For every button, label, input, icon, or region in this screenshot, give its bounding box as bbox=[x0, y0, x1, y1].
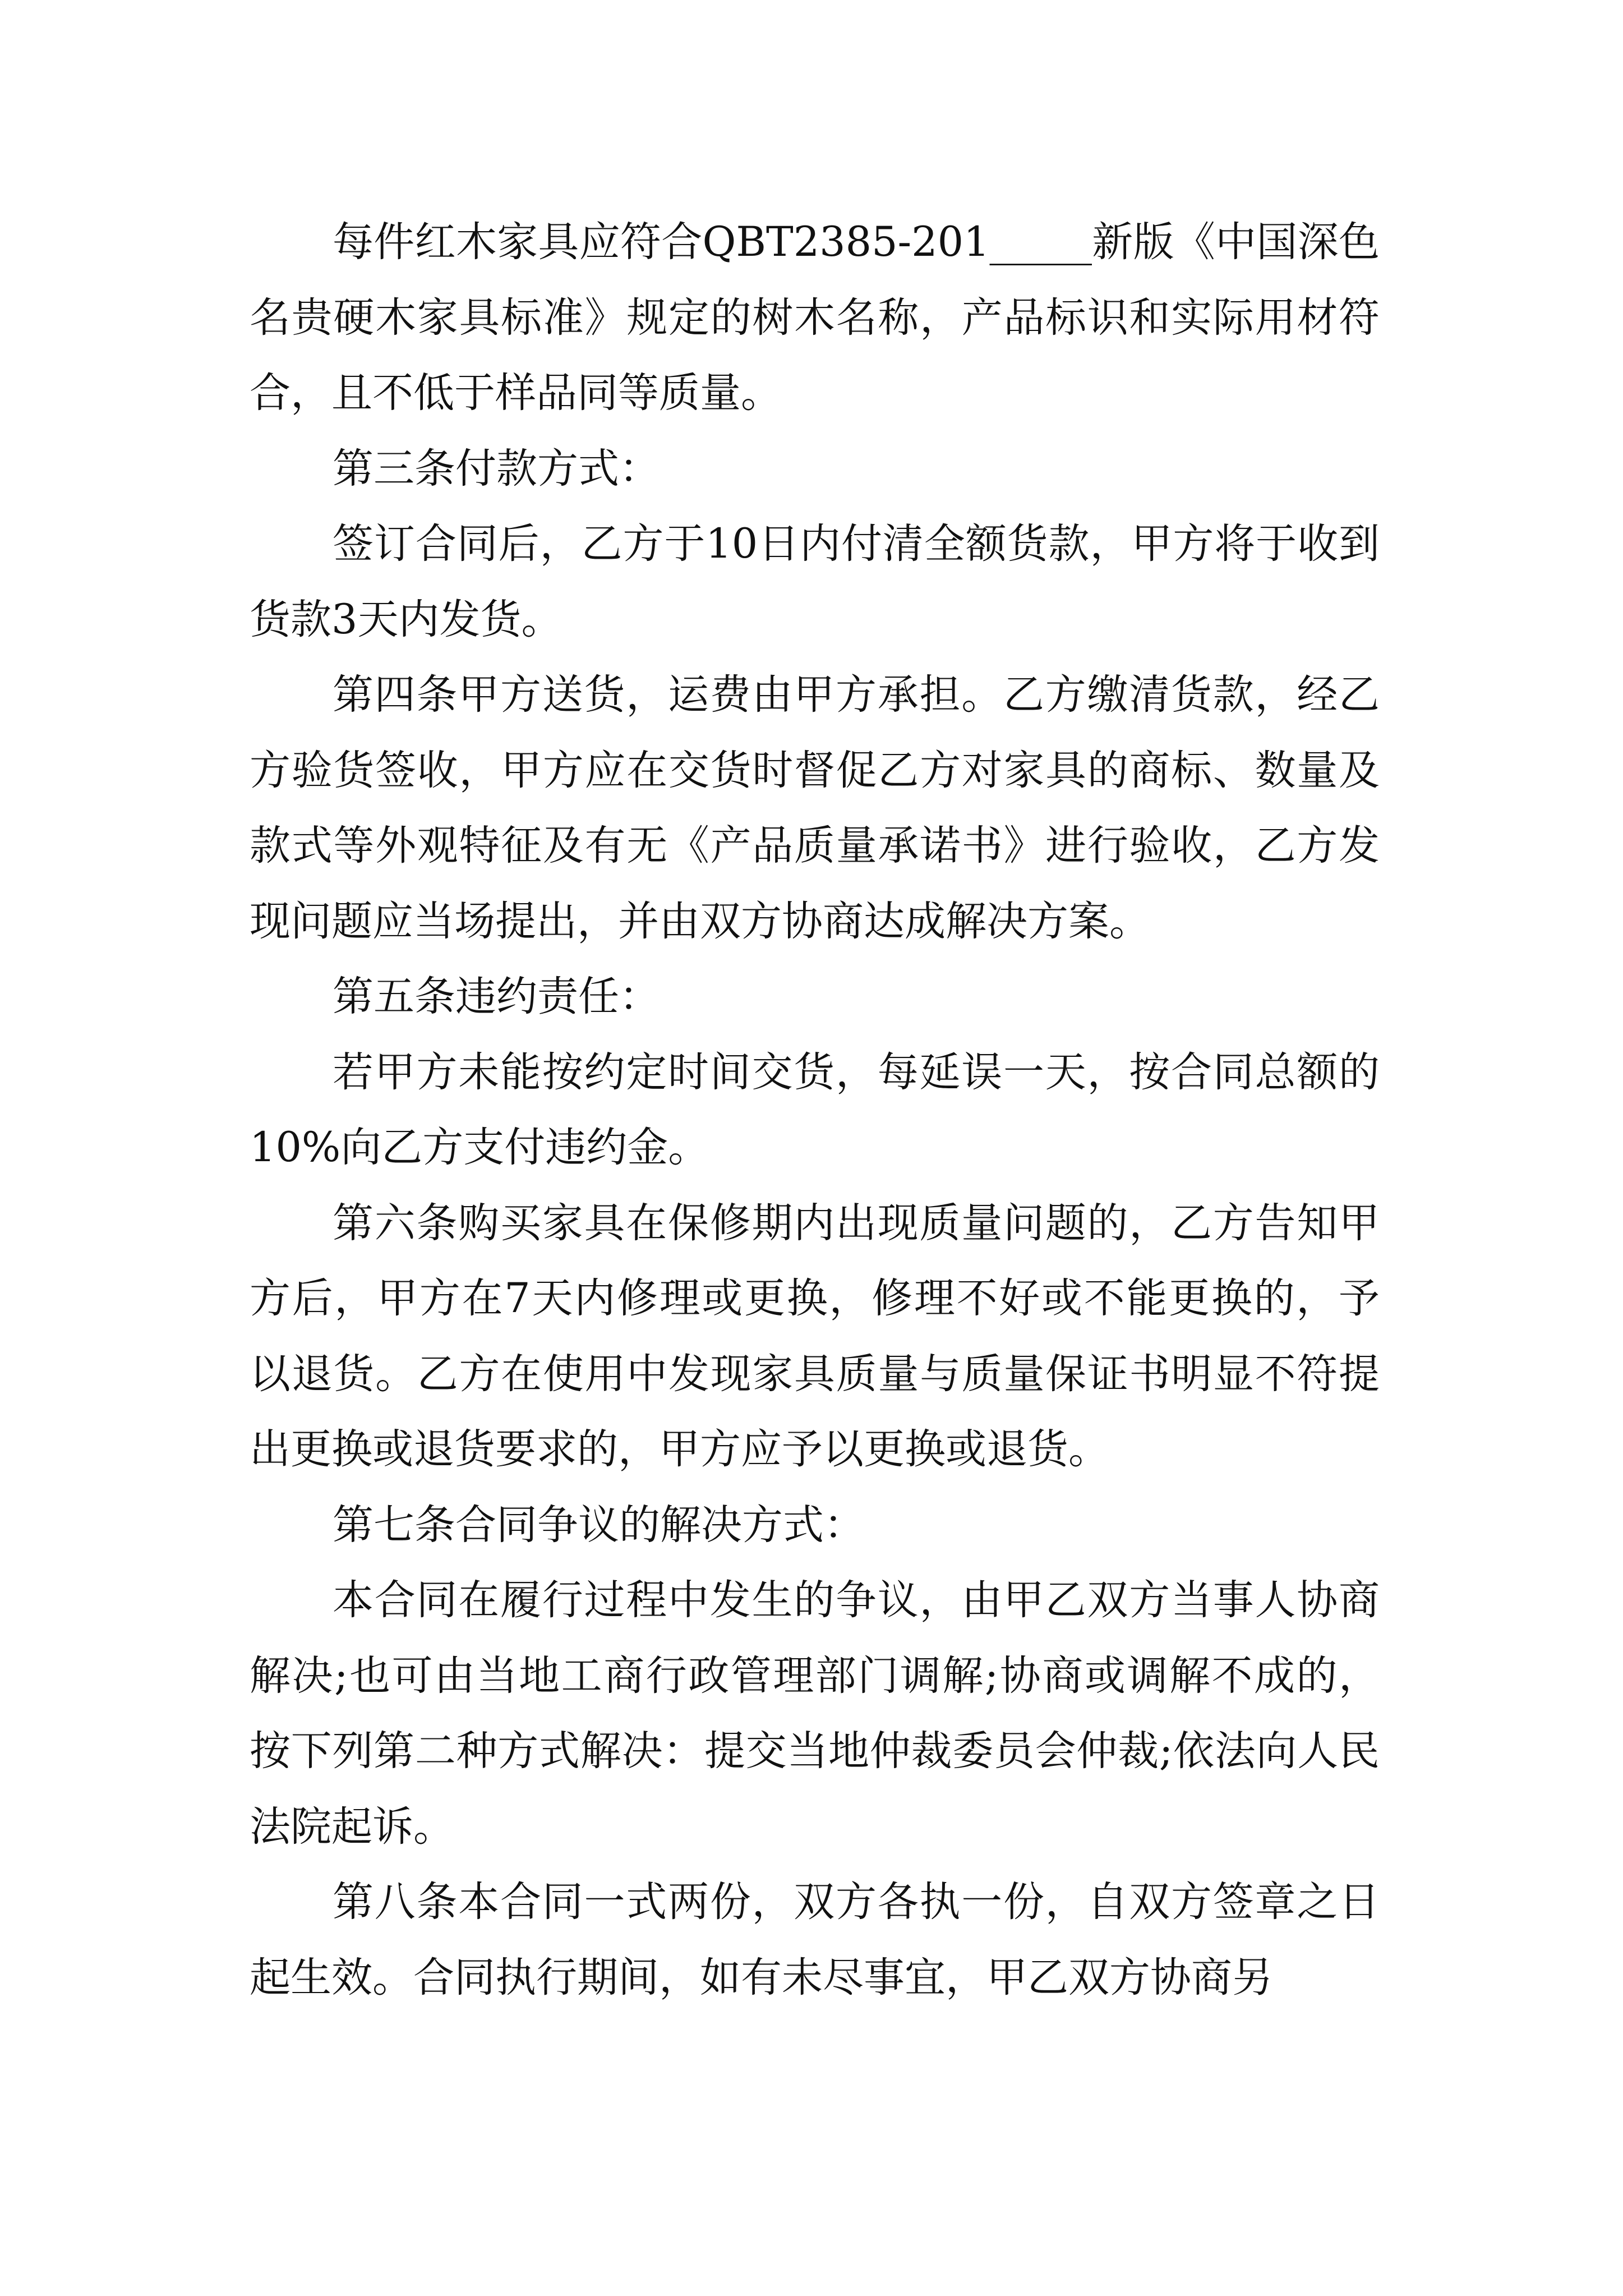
paragraph-material-standard: 每件红木家具应符合QBT2385-201_____新版《中国深色名贵硬木家具标准》规定的树木名称，产品标识和实际用材符合，且不低于样品同等质量。 bbox=[250, 218, 1380, 417]
paragraph-article-6-warranty: 第六条购买家具在保修期内出现质量问题的，乙方告知甲方后，甲方在7天内修理或更换，修理不好或不能更换的，予以退货。乙方在使用中发现家具质量与质量保证书明显不符提出更换或退货要求的，甲方应予以更换或退货。 bbox=[250, 1199, 1380, 1473]
paragraph-article-8-copies: 第八条本合同一式两份，双方各执一份，自双方签章之日起生效。合同执行期间，如有未尽事宜，甲乙双方协商另 bbox=[250, 1878, 1380, 2001]
heading-article-7-dispute: 第七条合同争议的解决方式： bbox=[333, 1501, 865, 1549]
paragraph-late-delivery-penalty: 若甲方未能按约定时间交货，每延误一天，按合同总额的10%向乙方支付违约金。 bbox=[250, 1048, 1380, 1171]
paragraph-payment-terms: 签订合同后，乙方于10日内付清全额货款，甲方将于收到货款3天内发货。 bbox=[250, 520, 1380, 643]
heading-article-5-liability: 第五条违约责任： bbox=[333, 973, 660, 1020]
heading-article-3-payment: 第三条付款方式： bbox=[333, 444, 660, 493]
document-page bbox=[250, 205, 1380, 2016]
paragraph-dispute-resolution: 本合同在履行过程中发生的争议，由甲乙双方当事人协商解决;也可由当地工商行政管理部门调解;协商或调解不成的，按下列第二种方式解决：提交当地仲裁委员会仲裁;依法向人民法院起诉。 bbox=[250, 1576, 1380, 1851]
paragraph-article-4-delivery: 第四条甲方送货，运费由甲方承担。乙方缴清货款，经乙方验货签收，甲方应在交货时督促乙方对家具的商标、数量及款式等外观特征及有无《产品质量承诺书》进行验收，乙方发现问题应当场提出，并由双方协商达成解决方案。 bbox=[250, 671, 1380, 945]
